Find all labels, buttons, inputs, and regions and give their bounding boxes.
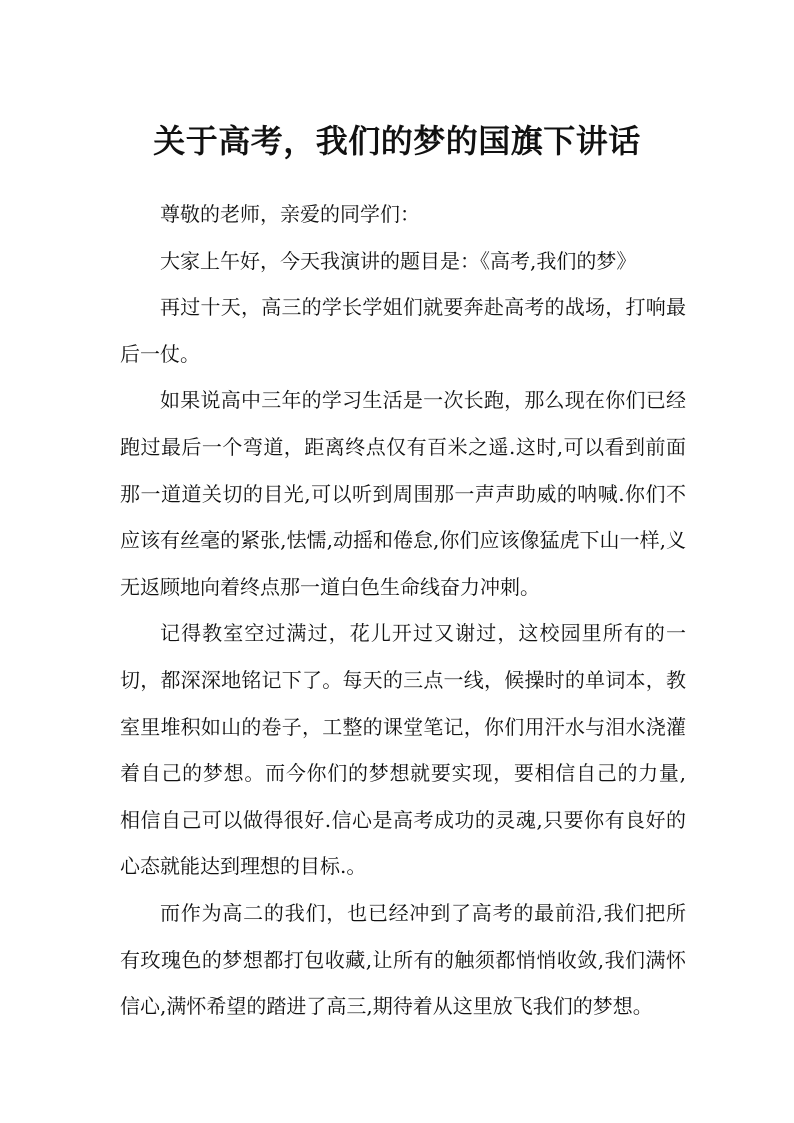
paragraph-intro: 大家上午好，今天我演讲的题目是：《高考,我们的梦》 — [160, 248, 637, 273]
paragraph-countdown: 再过十天，高三的学长学姐们就要奔赴高考的战场，打响最后一仗。 — [120, 295, 686, 366]
paragraph-greeting: 尊敬的老师，亲爱的同学们： — [160, 202, 420, 226]
paragraph-memories: 记得教室空过满过，花儿开过又谢过，这校园里所有的一切，都深深地铭记下了。每天的三点一线，候操时的单词本，教室里堆积如山的卷子，工整的课堂笔记，你们用汗水与泪水浇灌着自己的梦想。而今你们的梦想就要实现，要相信自己的力量,相信自己可以做得很好.信心是高考成功的灵魂,只要你有良好的心态就能达到理想的目标.。 — [120, 621, 686, 879]
page-title: 关于高考，我们的梦的国旗下讲话 — [153, 122, 641, 161]
speech-body — [120, 191, 686, 1030]
paragraph-our-dreams: 而作为高二的我们，也已经冲到了高考的最前沿,我们把所有玫瑰色的梦想都打包收藏,让所有的触须都悄悄收敛,我们满怀信心,满怀希望的踏进了高三,期待着从这里放飞我们的梦想。 — [120, 900, 686, 1019]
paragraph-race-metaphor: 如果说高中三年的学习生活是一次长跑，那么现在你们已经跑过最后一个弯道，距离终点仅有百米之遥.这时,可以看到前面那一道道关切的目光,可以听到周围那一声声助威的呐喊.你们不应该有丝毫的紧张,怯懦,动摇和倦怠,你们应该像猛虎下山一样,义无返顾地向着终点那一道白色生命线奋力冲刺。 — [120, 388, 686, 599]
